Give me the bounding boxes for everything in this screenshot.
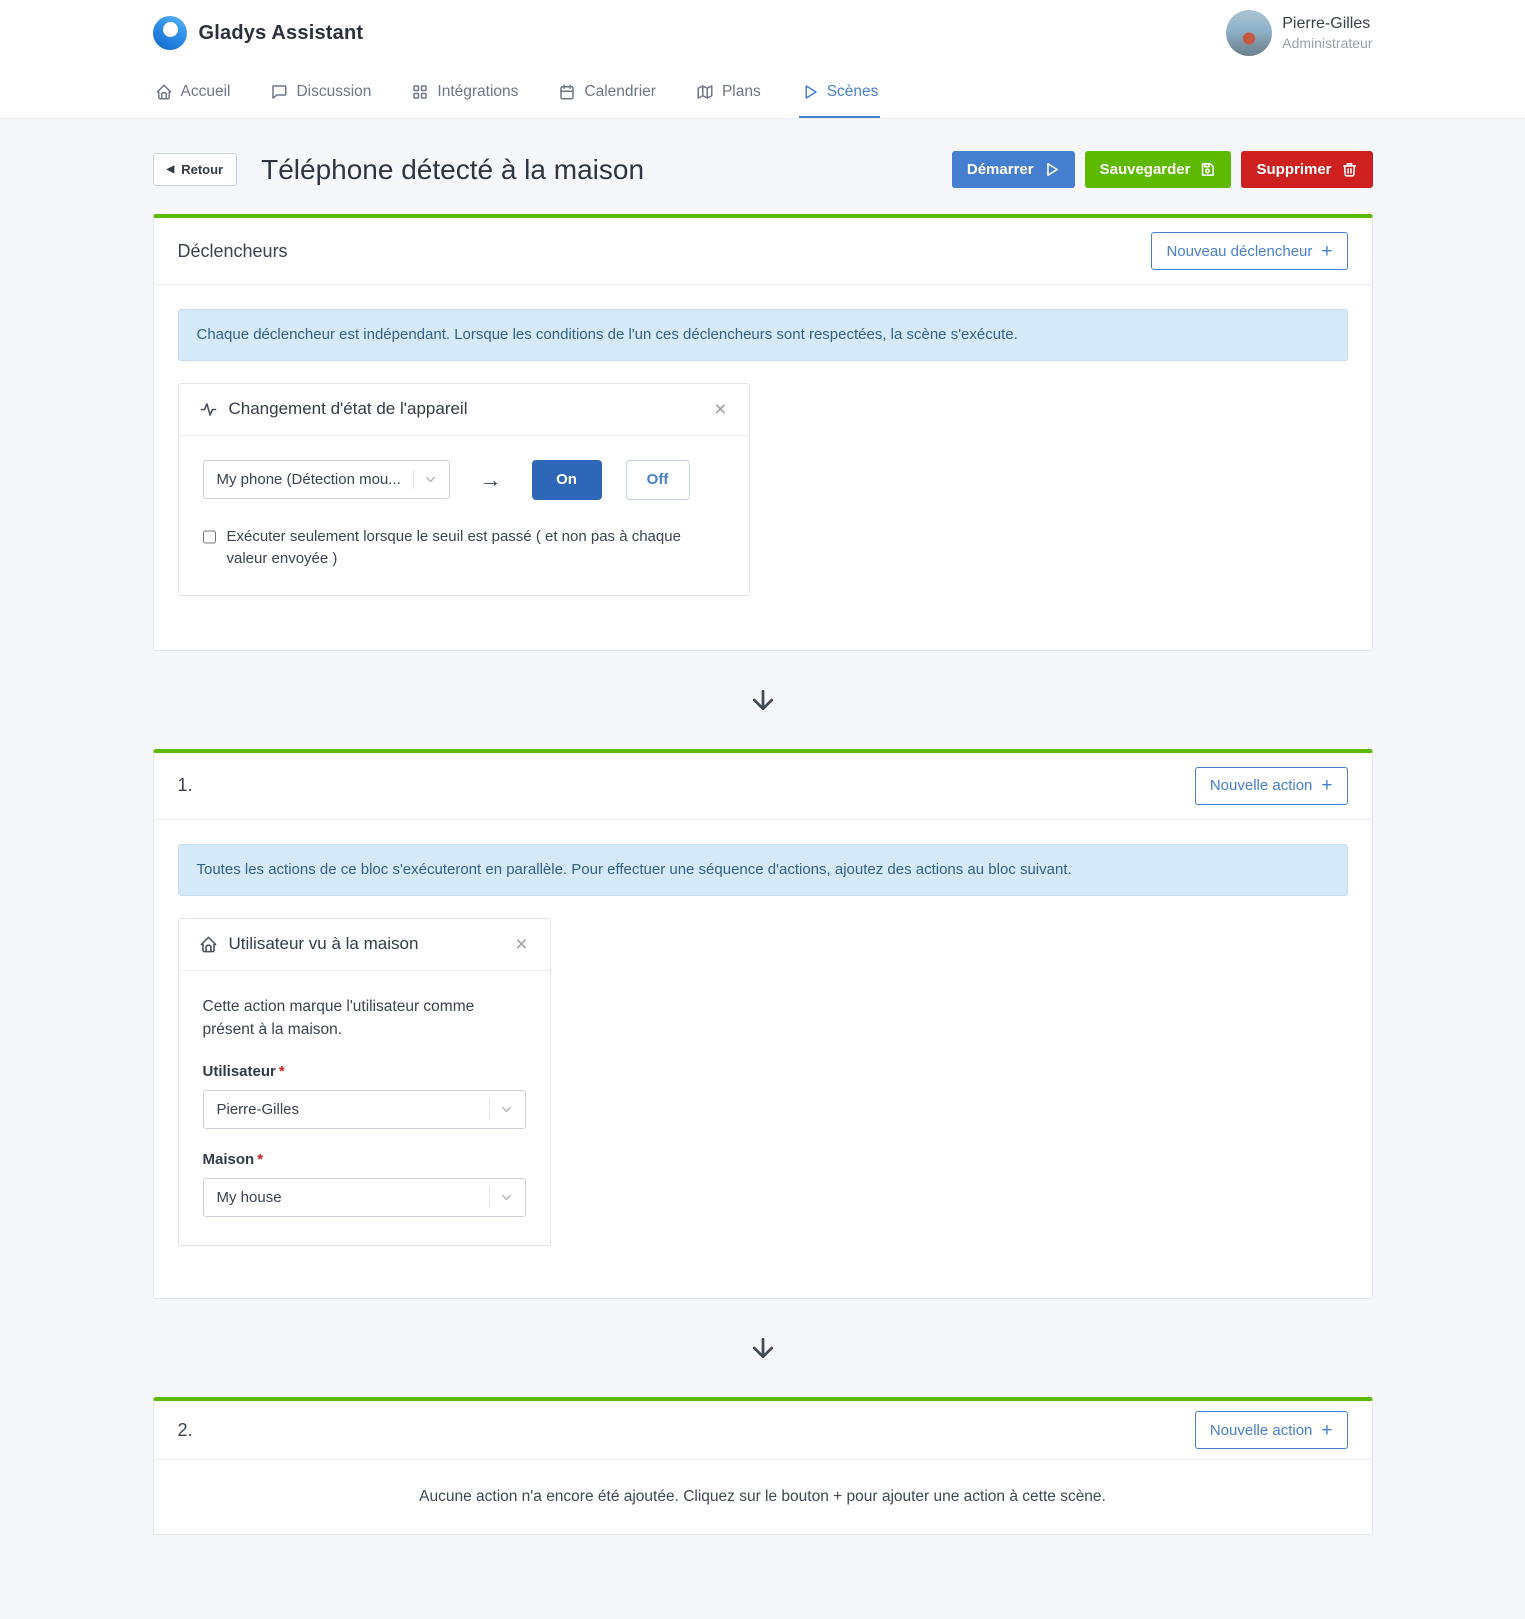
house-select[interactable] <box>203 1178 526 1217</box>
required-asterisk: * <box>257 1151 264 1168</box>
back-label: Retour <box>181 162 224 177</box>
plus-icon: + <box>1321 1419 1333 1441</box>
tab-accueil[interactable] <box>153 66 233 118</box>
activity-icon <box>199 400 218 419</box>
triggers-card-title: Déclencheurs <box>177 240 288 261</box>
tab-label: Accueil <box>180 83 231 100</box>
app-header <box>0 0 1525 66</box>
play-icon <box>1043 161 1060 178</box>
threshold-checkbox[interactable] <box>203 529 217 545</box>
home-icon <box>155 83 173 101</box>
new-action-button-1[interactable] <box>1195 767 1348 805</box>
arrow-right-icon: → <box>479 466 502 492</box>
threshold-checkbox-row <box>203 526 725 571</box>
tab-plans[interactable] <box>694 66 763 118</box>
save-scene-button[interactable] <box>1085 151 1232 188</box>
new-action-label: Nouvelle action <box>1209 777 1313 795</box>
main-nav <box>0 66 1525 119</box>
action-block-1 <box>153 749 1373 1299</box>
save-label: Sauvegarder <box>1099 161 1191 178</box>
action-block-1-number: 1. <box>177 775 193 796</box>
new-trigger-button[interactable] <box>1151 232 1347 270</box>
device-feature-select-value: My phone (Détection mou... <box>216 471 401 489</box>
tab-label: Intégrations <box>437 83 519 100</box>
tab-label: Discussion <box>296 83 372 100</box>
scene-actions <box>952 151 1373 188</box>
plus-icon: + <box>1321 240 1333 262</box>
action-title: Utilisateur vu à la maison <box>228 934 419 953</box>
tab-label: Calendrier <box>584 83 656 100</box>
start-scene-button[interactable] <box>952 151 1075 188</box>
close-icon[interactable]: × <box>515 932 528 956</box>
trigger-card <box>178 383 750 596</box>
triggers-card <box>153 214 1373 651</box>
new-action-button-2[interactable] <box>1195 1411 1348 1449</box>
action-block-2-number: 2. <box>177 1419 193 1440</box>
avatar <box>1226 10 1272 56</box>
tab-integrations[interactable] <box>409 66 520 118</box>
actions-info-alert: Toutes les actions de ce bloc s'exécuteront en parallèle. Pour effectuer une séquence d'actions, ajoutez des actions au bloc suivant. <box>178 844 1348 896</box>
action-block-2 <box>153 1397 1373 1535</box>
chevron-down-icon <box>413 461 449 498</box>
new-trigger-label: Nouveau déclencheur <box>1166 242 1313 260</box>
action-block-1-header <box>154 753 1372 820</box>
device-feature-select[interactable] <box>203 460 450 499</box>
flow-arrow-down-icon <box>153 651 1373 749</box>
home-icon <box>199 935 218 954</box>
tab-calendrier[interactable] <box>556 66 658 118</box>
house-label-text: Maison <box>202 1151 255 1168</box>
chevron-down-icon <box>489 1091 525 1128</box>
delete-scene-button[interactable] <box>1241 151 1372 188</box>
tab-label: Scènes <box>826 83 879 100</box>
page-title-row <box>153 151 1373 188</box>
action-description: Cette action marque l'utilisateur comme présent à la maison. <box>202 997 475 1038</box>
user-menu[interactable] <box>1226 10 1372 56</box>
user-field-label <box>203 1063 526 1080</box>
state-off-button[interactable]: Off <box>626 460 690 500</box>
house-field-label <box>203 1151 526 1168</box>
threshold-checkbox-label: Exécuter seulement lorsque le seuil est passé ( et non pas à chaque valeur envoyée ) <box>226 527 681 568</box>
tab-label: Plans <box>721 83 761 100</box>
house-select-value: My house <box>216 1189 282 1206</box>
back-icon: ◀ <box>166 163 175 175</box>
triggers-card-header <box>154 218 1372 285</box>
plus-icon: + <box>1321 775 1333 797</box>
calendar-icon <box>558 83 576 101</box>
action-card-header <box>179 919 550 971</box>
user-name: Pierre-Gilles <box>1282 15 1371 32</box>
flow-arrow-down-icon <box>153 1299 1373 1397</box>
triggers-info-alert: Chaque déclencheur est indépendant. Lorsque les conditions de l'un ces déclencheurs sont respectées, la scène s'exécute. <box>178 309 1348 361</box>
message-icon <box>270 83 288 101</box>
action-block-2-header <box>154 1401 1372 1460</box>
tab-discussion[interactable] <box>268 66 373 118</box>
brand <box>153 16 364 50</box>
user-role: Administrateur <box>1282 35 1373 51</box>
page-title: Téléphone détecté à la maison <box>261 153 645 185</box>
action-card <box>178 918 551 1247</box>
user-field <box>203 1063 526 1129</box>
empty-actions-text: Aucune action n'a encore été ajoutée. Cliquez sur le bouton + pour ajouter une action à cette scène. <box>419 1488 1106 1505</box>
required-asterisk: * <box>278 1063 285 1080</box>
play-icon <box>801 83 819 101</box>
delete-label: Supprimer <box>1256 161 1332 178</box>
map-icon <box>696 83 714 101</box>
user-select-value: Pierre-Gilles <box>216 1101 300 1118</box>
trash-icon <box>1341 161 1358 178</box>
gladys-logo-icon <box>153 16 187 50</box>
apps-grid-icon <box>411 83 429 101</box>
user-label-text: Utilisateur <box>202 1063 276 1080</box>
chevron-down-icon <box>489 1179 525 1216</box>
start-label: Démarrer <box>966 161 1034 178</box>
state-on-button[interactable]: On <box>532 460 602 500</box>
house-field <box>203 1151 526 1217</box>
tab-scenes[interactable] <box>799 66 881 118</box>
user-info <box>1282 15 1372 51</box>
trigger-config-row <box>203 460 725 500</box>
user-select[interactable] <box>203 1090 526 1129</box>
trigger-title: Changement d'état de l'appareil <box>228 399 468 419</box>
new-action-label: Nouvelle action <box>1209 1421 1313 1439</box>
floppy-save-icon <box>1199 161 1216 178</box>
back-button[interactable] <box>153 153 238 186</box>
trigger-card-header <box>179 384 749 436</box>
app-title: Gladys Assistant <box>198 21 364 44</box>
close-icon[interactable]: × <box>714 397 727 421</box>
